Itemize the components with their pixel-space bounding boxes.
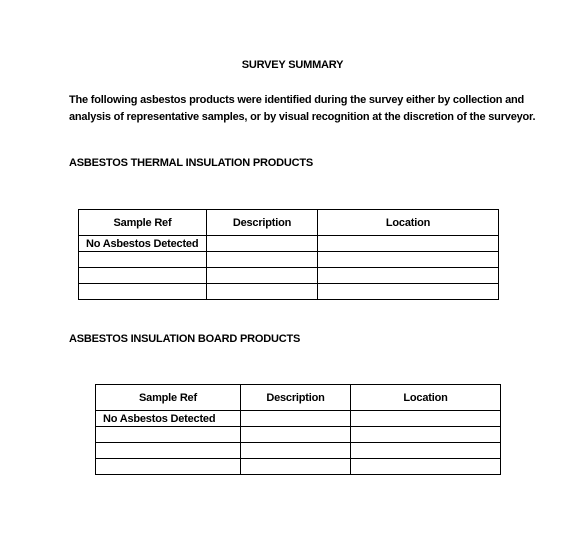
column-header-location: Location <box>351 385 501 411</box>
column-header-location: Location <box>318 210 499 236</box>
table-cell-location <box>351 459 501 475</box>
table-cell-description <box>207 236 318 252</box>
table-cell-sample-ref <box>96 459 241 475</box>
column-header-sample-ref: Sample Ref <box>79 210 207 236</box>
table-row <box>96 443 501 459</box>
page-title: SURVEY SUMMARY <box>241 59 344 71</box>
table-cell-sample-ref <box>79 284 207 300</box>
table-cell-sample-ref: No Asbestos Detected <box>79 236 207 252</box>
table-cell-description <box>207 268 318 284</box>
table-row <box>96 427 501 443</box>
table-cell-location <box>351 427 501 443</box>
table-row <box>79 284 499 300</box>
column-header-sample-ref: Sample Ref <box>96 385 241 411</box>
table-cell-location <box>318 252 499 268</box>
table-cell-sample-ref <box>79 252 207 268</box>
table-row <box>96 411 501 427</box>
table-cell-sample-ref <box>79 268 207 284</box>
table-cell-sample-ref <box>96 443 241 459</box>
table-cell-description <box>241 427 351 443</box>
intro-paragraph: The following asbestos products were identified during the survey either by collection and analysis of representative samples, or by visual recognition at the discretion of the surveyor. <box>69 94 536 123</box>
table-row <box>96 459 501 475</box>
table-row <box>79 268 499 284</box>
thermal-insulation-table <box>78 209 499 300</box>
table-row <box>79 252 499 268</box>
table-cell-location <box>318 236 499 252</box>
table-cell-description <box>241 443 351 459</box>
table-cell-description <box>207 252 318 268</box>
table-cell-sample-ref <box>96 427 241 443</box>
table-cell-description <box>241 459 351 475</box>
table-cell-location <box>318 268 499 284</box>
column-header-description: Description <box>241 385 351 411</box>
section-heading-thermal-insulation: ASBESTOS THERMAL INSULATION PRODUCTS <box>69 157 313 169</box>
table-header-row <box>96 385 501 411</box>
table-cell-location <box>351 411 501 427</box>
table-cell-description <box>241 411 351 427</box>
table-cell-location <box>351 443 501 459</box>
table-cell-sample-ref: No Asbestos Detected <box>96 411 241 427</box>
section-heading-insulation-board: ASBESTOS INSULATION BOARD PRODUCTS <box>69 333 301 345</box>
insulation-board-table <box>95 384 501 475</box>
table-header-row <box>79 210 499 236</box>
table-cell-description <box>207 284 318 300</box>
column-header-description: Description <box>207 210 318 236</box>
table-cell-location <box>318 284 499 300</box>
table-row <box>79 236 499 252</box>
